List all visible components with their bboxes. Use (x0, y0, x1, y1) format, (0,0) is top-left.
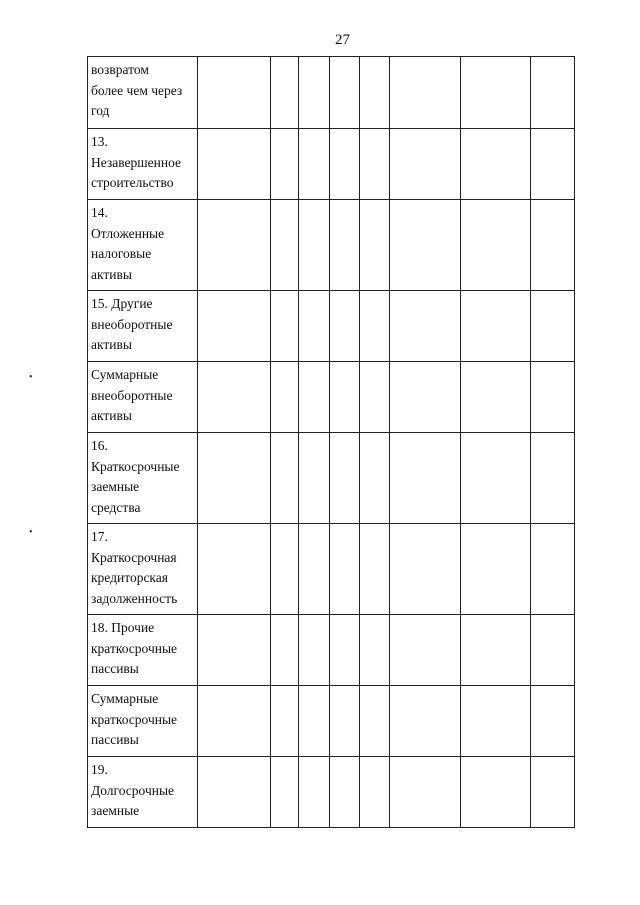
table-cell (461, 291, 531, 362)
table-cell (271, 57, 299, 129)
row-label: Суммарные внеоборотные активы (91, 367, 173, 423)
table-cell (299, 615, 330, 686)
table-cell (330, 129, 360, 200)
table-cell (271, 686, 299, 757)
table-cell (461, 57, 531, 129)
table-cell (360, 200, 390, 291)
table-cell (531, 129, 575, 200)
table-cell (271, 200, 299, 291)
table-cell (198, 200, 271, 291)
row-label: 18. Прочие краткосрочные пассивы (91, 620, 178, 676)
table-cell (390, 757, 461, 828)
table-cell (271, 129, 299, 200)
row-label-cell (88, 757, 198, 828)
balance-table (87, 56, 575, 828)
scan-speck: • (29, 372, 33, 383)
row-label: возвратом более чем через год (91, 62, 183, 118)
table-cell (360, 757, 390, 828)
table-cell (531, 57, 575, 129)
row-label: 16. Краткосрочные заемные средства (91, 438, 180, 515)
table-cell (390, 433, 461, 524)
table-cell (531, 757, 575, 828)
table-cell (198, 433, 271, 524)
table-cell (360, 615, 390, 686)
page-number: 27 (335, 32, 350, 48)
table-cell (330, 200, 360, 291)
table-cell (198, 291, 271, 362)
table-cell (198, 615, 271, 686)
table-cell (299, 129, 330, 200)
table-cell (390, 524, 461, 615)
table-cell (390, 129, 461, 200)
table-row (88, 757, 575, 828)
table-cell (198, 57, 271, 129)
row-label-cell (88, 524, 198, 615)
table-cell (330, 362, 360, 433)
row-label-cell (88, 615, 198, 686)
row-label: 15. Другие внеоборотные активы (91, 296, 173, 352)
row-label-cell (88, 129, 198, 200)
table-cell (330, 686, 360, 757)
table-cell (390, 362, 461, 433)
table-cell (461, 129, 531, 200)
table-cell (531, 362, 575, 433)
table-cell (330, 615, 360, 686)
table-row (88, 57, 575, 129)
table-row (88, 362, 575, 433)
table-cell (271, 291, 299, 362)
row-label: 14. Отложенные налоговые активы (91, 205, 165, 282)
table-cell (271, 433, 299, 524)
table-cell (198, 524, 271, 615)
table-cell (390, 57, 461, 129)
table-body (88, 57, 575, 828)
table-cell (390, 291, 461, 362)
table-cell (390, 200, 461, 291)
row-label-cell (88, 362, 198, 433)
table-cell (360, 57, 390, 129)
table-cell (271, 524, 299, 615)
table-cell (299, 524, 330, 615)
row-label: 19. Долгосрочные заемные (91, 762, 175, 818)
table-cell (271, 615, 299, 686)
table-row (88, 524, 575, 615)
table-cell (330, 757, 360, 828)
table-cell (360, 362, 390, 433)
table-row (88, 291, 575, 362)
table-cell (299, 291, 330, 362)
table-cell (461, 524, 531, 615)
table-cell (531, 433, 575, 524)
row-label-cell (88, 433, 198, 524)
table-row (88, 433, 575, 524)
table-cell (360, 433, 390, 524)
table-cell (461, 686, 531, 757)
table-cell (461, 433, 531, 524)
row-label-cell (88, 291, 198, 362)
row-label: 13. Незавершенное строительство (91, 134, 182, 190)
table-cell (299, 686, 330, 757)
table-cell (198, 129, 271, 200)
table-cell (531, 686, 575, 757)
table-cell (461, 200, 531, 291)
table-cell (271, 362, 299, 433)
table-cell (461, 362, 531, 433)
table-row (88, 129, 575, 200)
table-cell (390, 686, 461, 757)
table-cell (198, 757, 271, 828)
table-cell (531, 615, 575, 686)
table-cell (531, 200, 575, 291)
table-cell (360, 291, 390, 362)
table-cell (360, 686, 390, 757)
table-cell (461, 615, 531, 686)
table-cell (330, 291, 360, 362)
table-cell (299, 433, 330, 524)
table-cell (299, 757, 330, 828)
row-label: Суммарные краткосрочные пассивы (91, 691, 178, 747)
row-label-cell (88, 200, 198, 291)
table-cell (198, 686, 271, 757)
table-row (88, 200, 575, 291)
table-cell (299, 57, 330, 129)
table-cell (461, 757, 531, 828)
table-cell (531, 524, 575, 615)
row-label-cell (88, 686, 198, 757)
row-label-cell (88, 57, 198, 129)
table-cell (330, 433, 360, 524)
table-cell (198, 362, 271, 433)
table-row (88, 615, 575, 686)
table-cell (360, 129, 390, 200)
row-label: 17. Краткосрочная кредиторская задолженность (91, 529, 178, 606)
table-cell (299, 362, 330, 433)
table-cell (390, 615, 461, 686)
table-cell (330, 57, 360, 129)
table-cell (271, 757, 299, 828)
table-row (88, 686, 575, 757)
scan-speck: • (29, 527, 33, 538)
table-cell (299, 200, 330, 291)
table-cell (330, 524, 360, 615)
table-cell (360, 524, 390, 615)
table-cell (531, 291, 575, 362)
